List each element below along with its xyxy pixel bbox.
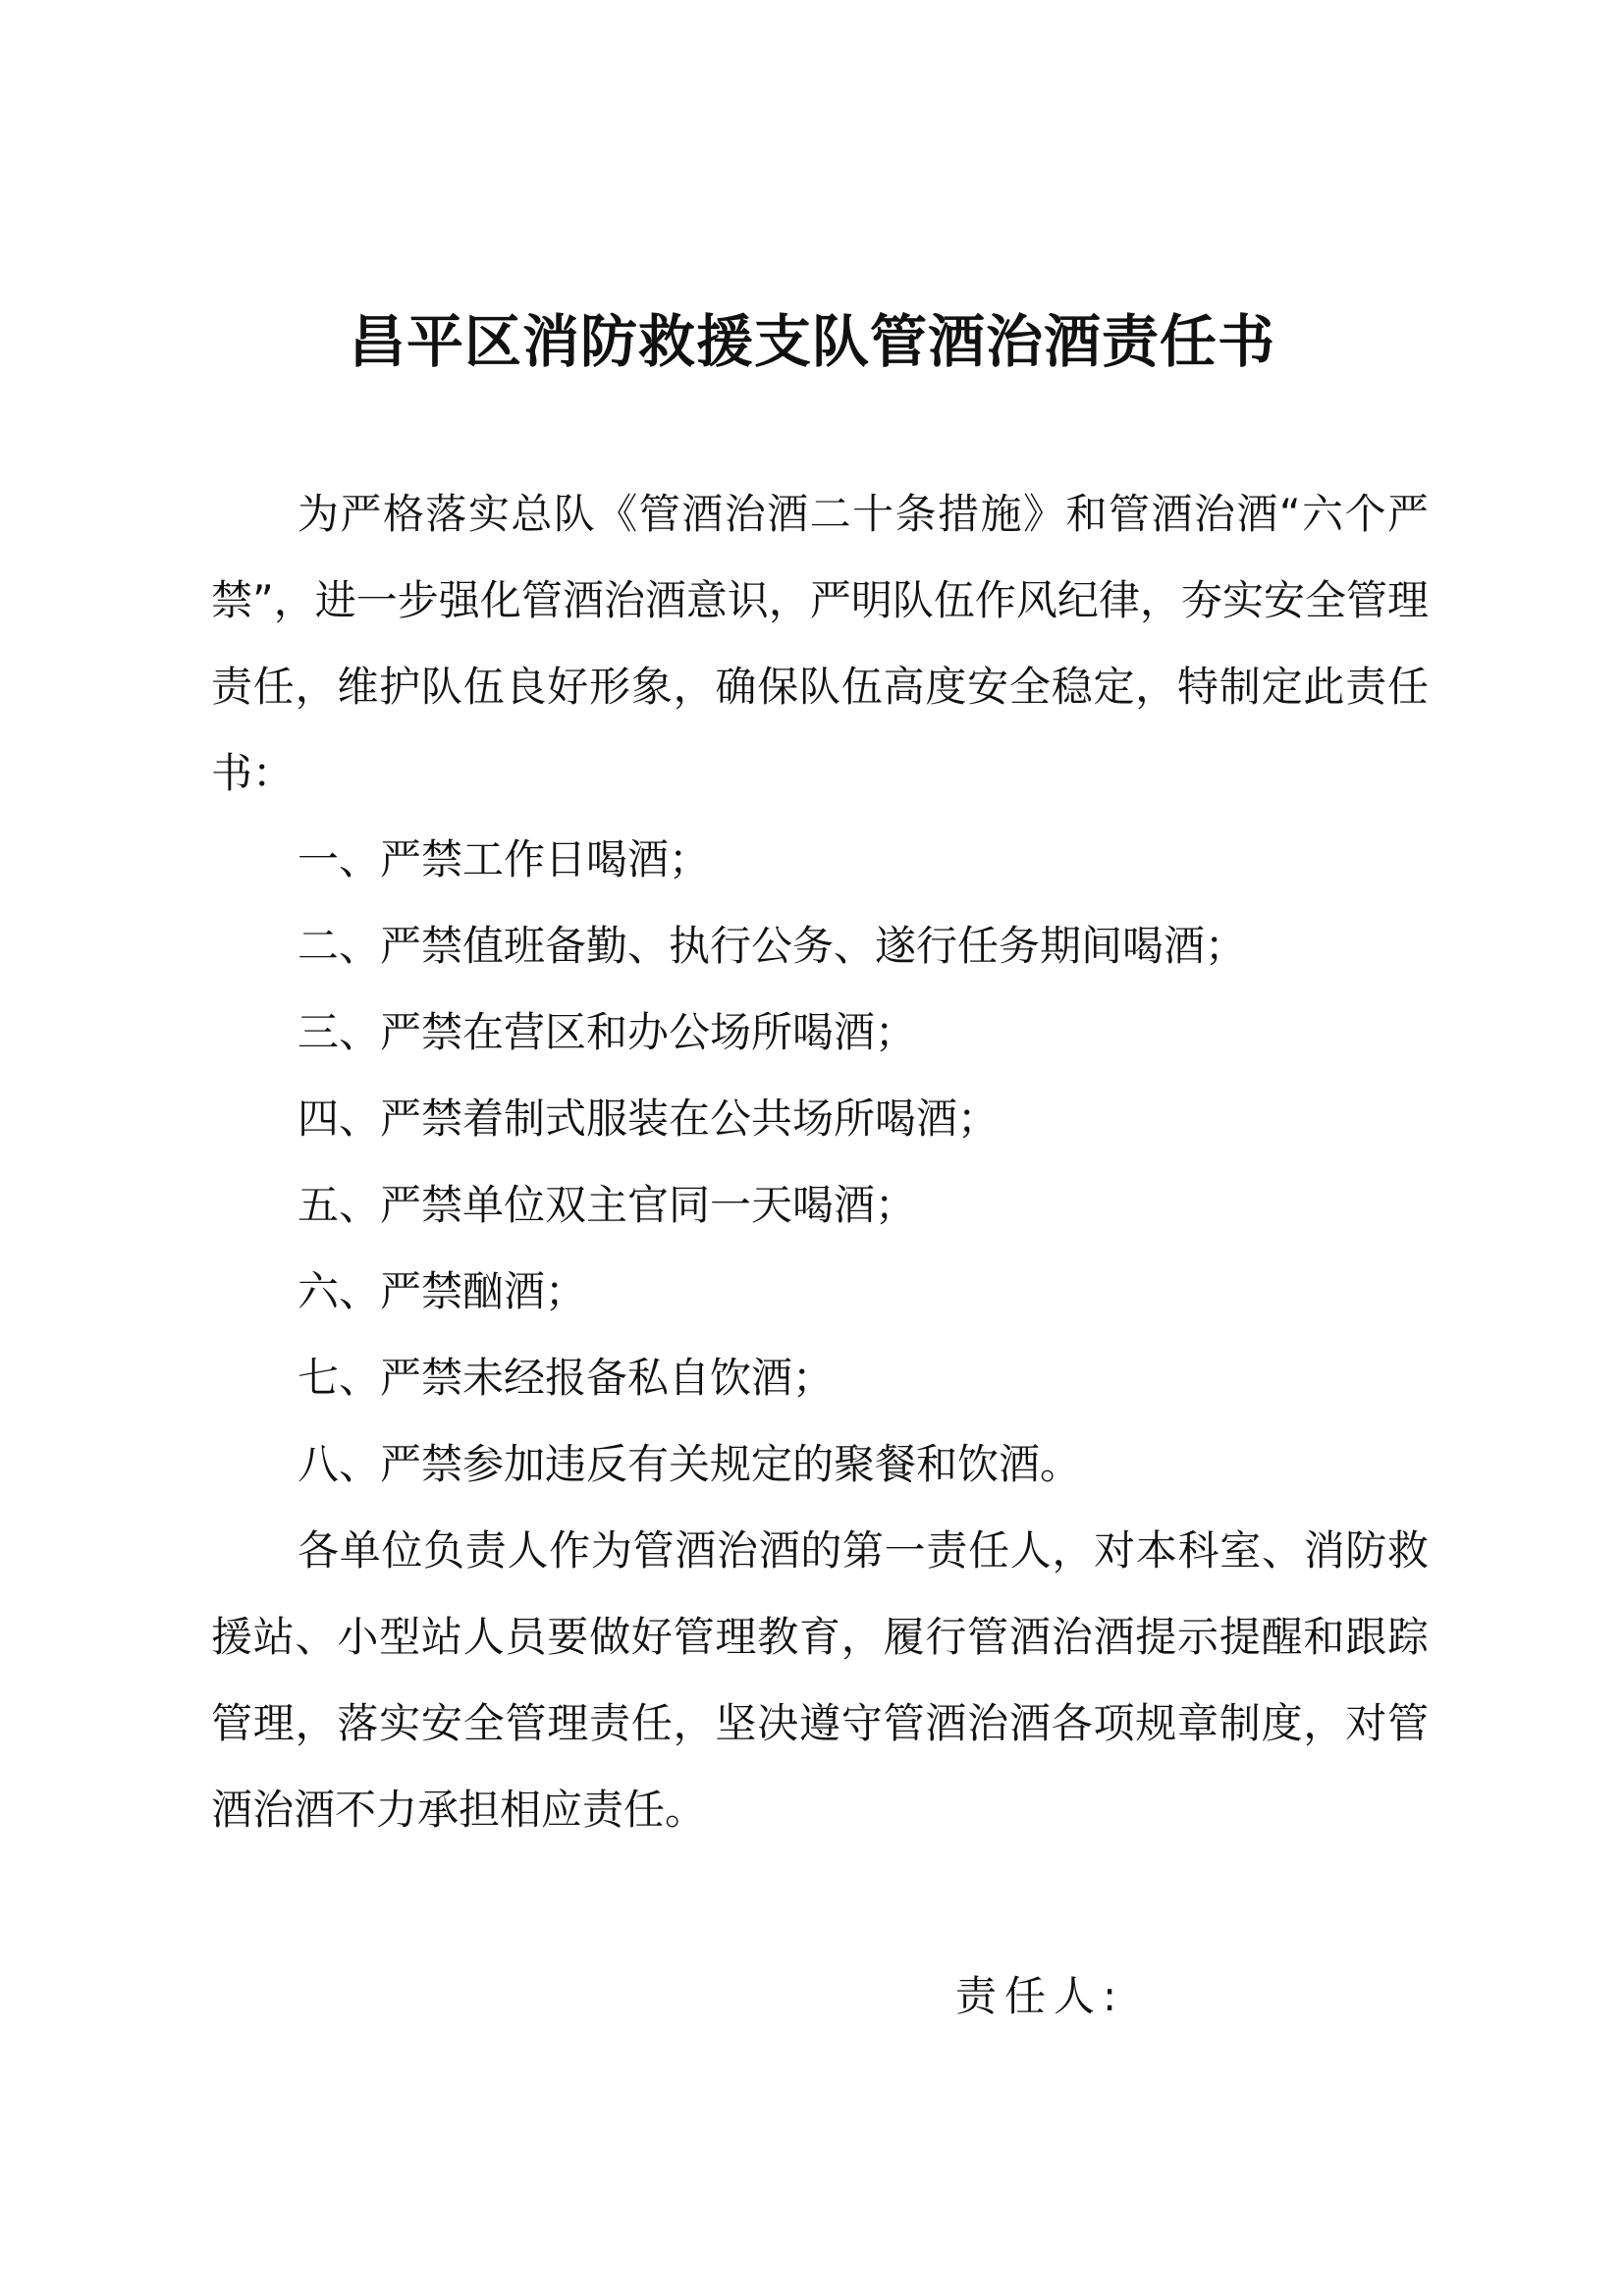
closing-paragraph: 各单位负责人作为管酒治酒的第一责任人，对本科室、消防救援站、小型站人员要做好管理教育，履行管酒治酒提示提醒和跟踪管理，落实安全管理责任，坚决遵守管酒治酒各项规章制度，对管酒治酒不力承担相应责任。 [211, 1526, 1429, 1834]
signature-label: 责任人: [955, 1972, 1125, 2020]
rule-item-4: 四、严禁着制式服装在公共场所喝酒； [298, 1095, 1000, 1143]
document-title: 昌平区消防救援支队管酒治酒责任书 [348, 308, 1275, 375]
document-body [211, 471, 1429, 1853]
intro-paragraph: 为严格落实总队《管酒治酒二十条措施》和管酒治酒“六个严禁”，进一步强化管酒治酒意识，严明队伍作风纪律，夯实安全管理责任，维护队伍良好形象，确保队伍高度安全稳定，特制定此责任书： [211, 490, 1429, 797]
rule-item-6: 六、严禁酗酒； [298, 1267, 587, 1315]
rule-item-3: 三、严禁在营区和办公场所喝酒； [298, 1008, 917, 1056]
rule-item-7: 七、严禁未经报备私自饮酒； [298, 1354, 835, 1402]
rule-item-2: 二、严禁值班备勤、执行公务、遂行任务期间喝酒； [298, 922, 1247, 970]
rule-item-8: 八、严禁参加违反有关规定的聚餐和饮酒。 [298, 1440, 1082, 1488]
rule-item-1: 一、严禁工作日喝酒； [298, 835, 711, 883]
rule-item-5: 五、严禁单位双主官同一天喝酒； [298, 1181, 917, 1229]
